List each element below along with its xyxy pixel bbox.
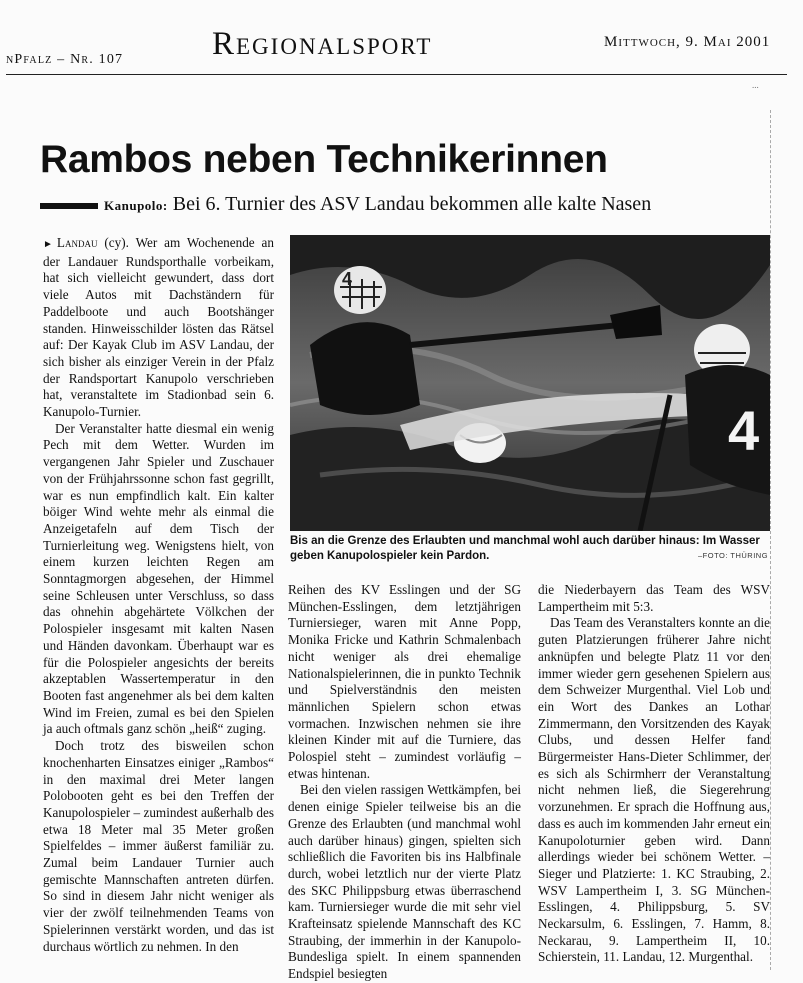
paragraph: [43, 235, 274, 421]
column-2: [288, 582, 521, 983]
paragraph: Das Team des Veranstalters konnte an die guten Platzierungen früherer Jahre nicht anknüpfen und belegte Platz 11 vor den immer wieder gern gesehenen Spielern aus dem Schweizer Murgenthal. Viel Lob und ein Wort des Dankes an Lothar Zimmermann, den Vorsitzenden des Kayak Clubs, und dessen Helfer fand Bürgermeister Hans-Dieter Schlimmer, der es sich als Schirmherr der Veranstaltung nicht nehmen ließ, die Siegerehrung vorzunehmen. Er sprach die Hoffnung aus, dass es auch im kommenden Jahr erneut ein Kanupoloturnier geben wird. Dann allerdings wieder bei schönem Wetter. – Sieger und Platzierte: 1. KC Straubing, 2. WSV Lampertheim I, 3. SG München-Esslingen, 4. Philippsburg, 5. SV Neckarsulm, 6. Esslingen, 7. Hamm, 8. Neckarau, 9. Lampertheim II, 10. Schierstein, 11. Landau, 12. Murgenthal.: [538, 615, 770, 965]
subhead-text: Bei 6. Turnier des ASV Landau bekommen alle kalte Nasen: [172, 193, 652, 215]
subhead-bar: [40, 203, 98, 209]
helmet-number: 4: [342, 269, 353, 289]
headline: Rambos neben Technikerinnen: [40, 138, 608, 181]
paragraph: Bei den vielen rassigen Wettkämpfen, bei denen einige Spieler teilweise bis an die Grenze des Erlaubten (und manchmal wohl auch darüber hinaus) gingen, spielten sich schließlich die Favoriten bis ins Halbfinale durch, wobei letztlich nur der vierte Platz des SKC Philippsburg etwas überraschend kam. Turniersieger wurde die mit sehr viel Krafteinsatz spielende Mannschaft des KC Straubing, der immerhin in der Kanupolo-Bundesliga spielt. In einem spannenden Endspiel besiegten: [288, 782, 521, 982]
paragraph: Doch trotz des bisweilen schon knochenharten Einsatzes einiger „Rambos“ in den maximal drei Meter langen Polobooten geht es bei den Treffen der Kanupolospieler – zumindest außerhalb des etwa 18 Meter mal 35 Meter großen Spielfeldes – immer äußerst familiär zu. Zumal beim Landauer Turnier auch gemischte Mannschaften antreten dürfen. So sind in diesem Jahr nicht weniger als vier der zwölf teilnehmenden Teams von Spielerinnen verstärkt worden, und das ist durchaus wörtlich zu nehmen. In den: [43, 738, 274, 954]
paragraph: die Niederbayern das Team des WSV Lampertheim mit 5:3.: [538, 582, 770, 614]
section-title: Regionalsport: [212, 26, 433, 62]
subheadline: [104, 193, 651, 216]
scan-edge: [770, 110, 771, 970]
dateline: Landau: [56, 235, 98, 250]
jersey-number: 4: [728, 399, 760, 462]
paragraph-text: Wer am Wochenende an der Landauer Rundsporthalle vorbeikam, hat sich vielleicht gewundert, dass dort viele Autos mit Dachständern für Paddelboote und auch Bootshänger standen. Hinweisschilder lösten das Rätsel auf: Der Kayak Club im ASV Landau, der sich bisher als einziger Verein in der Pfalz der Randsportart Kanupolo verschrieben hat, veranstaltete im Stadionbad sein 6. Kanupolo-Turnier.: [43, 235, 275, 420]
subhead-tag: Kanupolo:: [104, 198, 168, 213]
column-3: [538, 582, 770, 966]
paragraph: Der Veranstalter hatte diesmal ein wenig Pech mit dem Wetter. Wurden im vergangenen Jahr Spieler und Zuschauer von der Frühjahrssonne schon fast gegrillt, war es nun empfindlich kalt. Ein kalter böiger Wind wehte mehr als einmal die Anzeigetafeln auf dem Tisch der Turnierleitung weg. Wenigstens hielt, von einem kurzen leichten Regen am Sonntagmorgen abgesehen, der Himmel seine Schleusen unter Verschluss, so dass das ohnehin abgehärtete Völkchen der Polospieler insgesamt mit kalten Nasen und Händen davonkam. Überhaupt war es für die Polospieler angesichts der bereits akzeptablen Wassertemperatur in den Booten fast angenehmer als bei dem kalten Wind im Freien, zumal es bei den Spielen ja auch oftmals ganz schön „heiß“ zuging.: [43, 420, 274, 737]
author: (cy).: [97, 235, 129, 250]
photo-caption: Bis an die Grenze des Erlaubten und manchmal wohl auch darüber hinaus: Im Wasser geben Kanupolospieler kein Pardon.: [290, 535, 760, 562]
header-rule: [6, 74, 787, 75]
issue-date: Mittwoch, 9. Mai 2001: [604, 34, 771, 50]
paragraph: Reihen des KV Esslingen und der SG München-Esslingen, dem letztjährigen Turniersieger, waren mit Anne Popp, Monika Fricke und Kathrin Schmalenbach nicht weniger als drei ehemalige Nationalspielerinnen, die in punkto Technik und Spielverständnis den meisten männlichen Spielern schon etwas vormachen. Inzwischen nehmen sie ihre kleinen Kinder mit auf die Turniere, das Polospiel steht – zumindest vorläufig – etwas hintenan.: [288, 582, 521, 781]
photo-credit: –FOTO: THÜRING: [698, 551, 769, 560]
photo: [290, 235, 770, 531]
canoe-polo-photo: [290, 235, 770, 531]
column-1: [43, 235, 274, 955]
page-folio: nPfalz – Nr. 107: [6, 52, 124, 67]
header-mark: ...: [752, 80, 759, 90]
player-left: [310, 322, 420, 415]
arrow-icon: ►: [43, 239, 53, 250]
